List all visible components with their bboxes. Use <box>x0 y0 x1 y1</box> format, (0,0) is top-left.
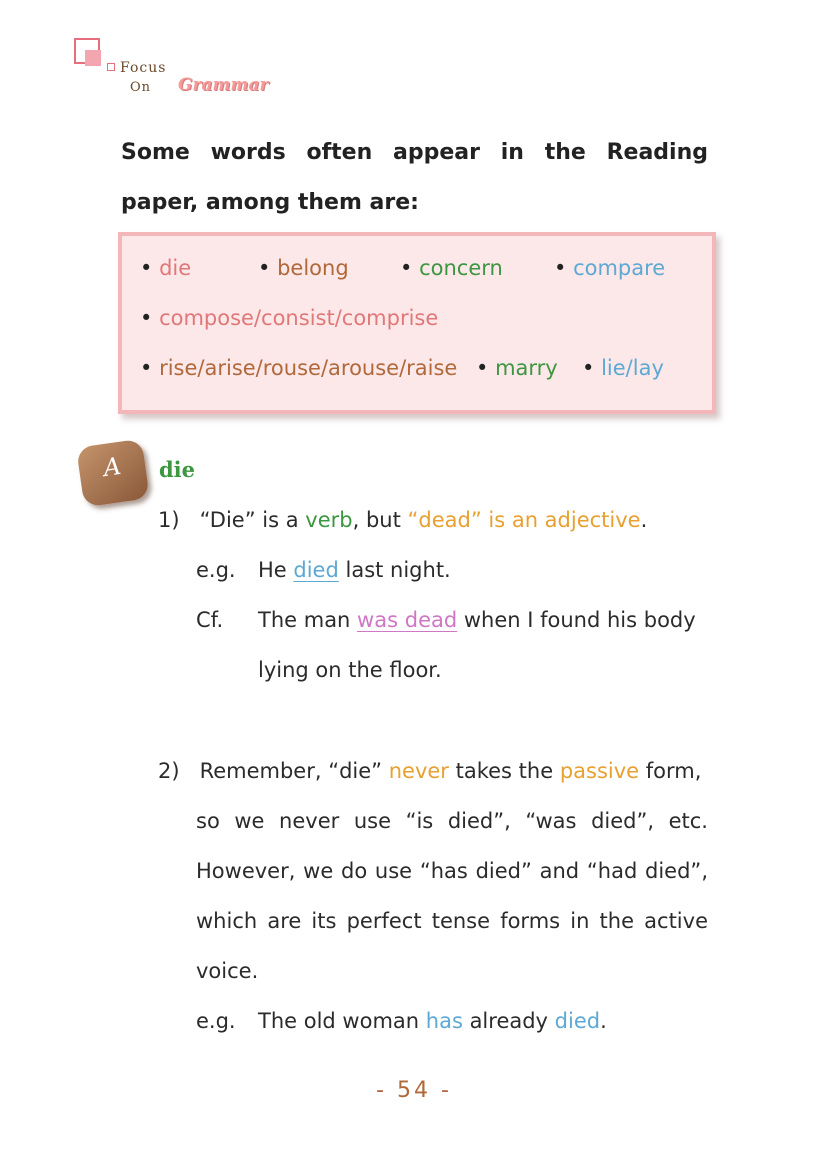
point2-line5: voice. <box>196 959 259 983</box>
highlight-dead-adjective: “dead” is an adjective <box>407 508 641 532</box>
cf-label: Cf. <box>196 608 224 632</box>
text: Remember, “die” <box>199 759 389 783</box>
text: form, <box>639 759 702 783</box>
text: The old woman <box>258 1009 426 1033</box>
text: The man <box>258 608 358 632</box>
point1-compare <box>196 608 696 632</box>
word-belong: belong <box>277 256 349 280</box>
section-badge-letter: A <box>101 451 123 483</box>
word-list-box <box>118 232 716 414</box>
highlight-died: died <box>554 1009 601 1033</box>
text: . <box>600 1009 607 1033</box>
highlight-died: died <box>293 558 339 582</box>
text: when I found his body <box>457 608 696 632</box>
bullet: • <box>140 306 153 330</box>
bullet: • <box>140 356 153 380</box>
bullet: • <box>400 256 413 280</box>
focus-on-grammar-logo <box>74 38 274 108</box>
word-item-belong <box>258 256 349 280</box>
word-item-concern <box>400 256 503 280</box>
highlight-was-dead <box>357 608 457 632</box>
point2-line4: which are its perfect tense forms in the active <box>196 909 708 933</box>
text: last night. <box>338 558 451 582</box>
word-compose: compose/consist/comprise <box>159 306 439 330</box>
word-die: die <box>159 256 192 280</box>
point2-example <box>196 1009 607 1033</box>
highlight-verb: verb <box>305 508 353 532</box>
point2-number: 2) <box>158 759 180 783</box>
logo-on-text: On <box>130 80 152 95</box>
point2-line1 <box>158 759 701 783</box>
word-marry: marry <box>495 356 558 380</box>
highlight-has: has <box>425 1009 463 1033</box>
text: “Die” is a <box>199 508 306 532</box>
word-item-compose <box>140 306 438 330</box>
text: He <box>258 558 294 582</box>
point1-line1 <box>158 508 647 532</box>
point2-line3: However, we do use “has died” and “had died”, <box>196 859 708 883</box>
word-item-die <box>140 256 191 280</box>
highlight-never: never <box>388 759 449 783</box>
section-badge <box>76 439 150 508</box>
word-item-compare <box>554 256 665 280</box>
point2-line2: so we never use “is died”, “was died”, etc. <box>196 809 708 833</box>
logo-focus-text: Focus <box>120 60 167 76</box>
point1-number: 1) <box>158 508 180 532</box>
text: was <box>357 608 399 632</box>
bullet: • <box>258 256 271 280</box>
word-lie-lay: lie/lay <box>601 356 664 380</box>
logo-square-small <box>107 63 115 71</box>
intro-paragraph: Some words often appear in the Reading paper, among them are: <box>121 140 708 215</box>
eg-label: e.g. <box>196 558 236 582</box>
word-item-rise <box>140 356 457 380</box>
point1-example <box>196 558 451 582</box>
logo-grammar-text: Grammar <box>178 75 269 95</box>
word-item-lie-lay <box>582 356 664 380</box>
logo-square-fill <box>85 50 101 66</box>
text: already <box>462 1009 555 1033</box>
bullet: • <box>476 356 489 380</box>
text: takes the <box>448 759 560 783</box>
word-concern: concern <box>419 256 503 280</box>
eg-label: e.g. <box>196 1009 236 1033</box>
word-compare: compare <box>573 256 666 280</box>
section-title: die <box>159 457 196 482</box>
word-item-marry <box>476 356 558 380</box>
highlight-passive: passive <box>559 759 640 783</box>
point1-compare-line2: lying on the floor. <box>258 658 442 682</box>
bullet: • <box>582 356 595 380</box>
text: dead <box>404 608 458 632</box>
text: . <box>640 508 648 532</box>
page-number: - 54 - <box>376 1078 452 1103</box>
word-rise: rise/arise/rouse/arouse/raise <box>159 356 458 380</box>
bullet: • <box>554 256 567 280</box>
text: , but <box>352 508 408 532</box>
bullet: • <box>140 256 153 280</box>
